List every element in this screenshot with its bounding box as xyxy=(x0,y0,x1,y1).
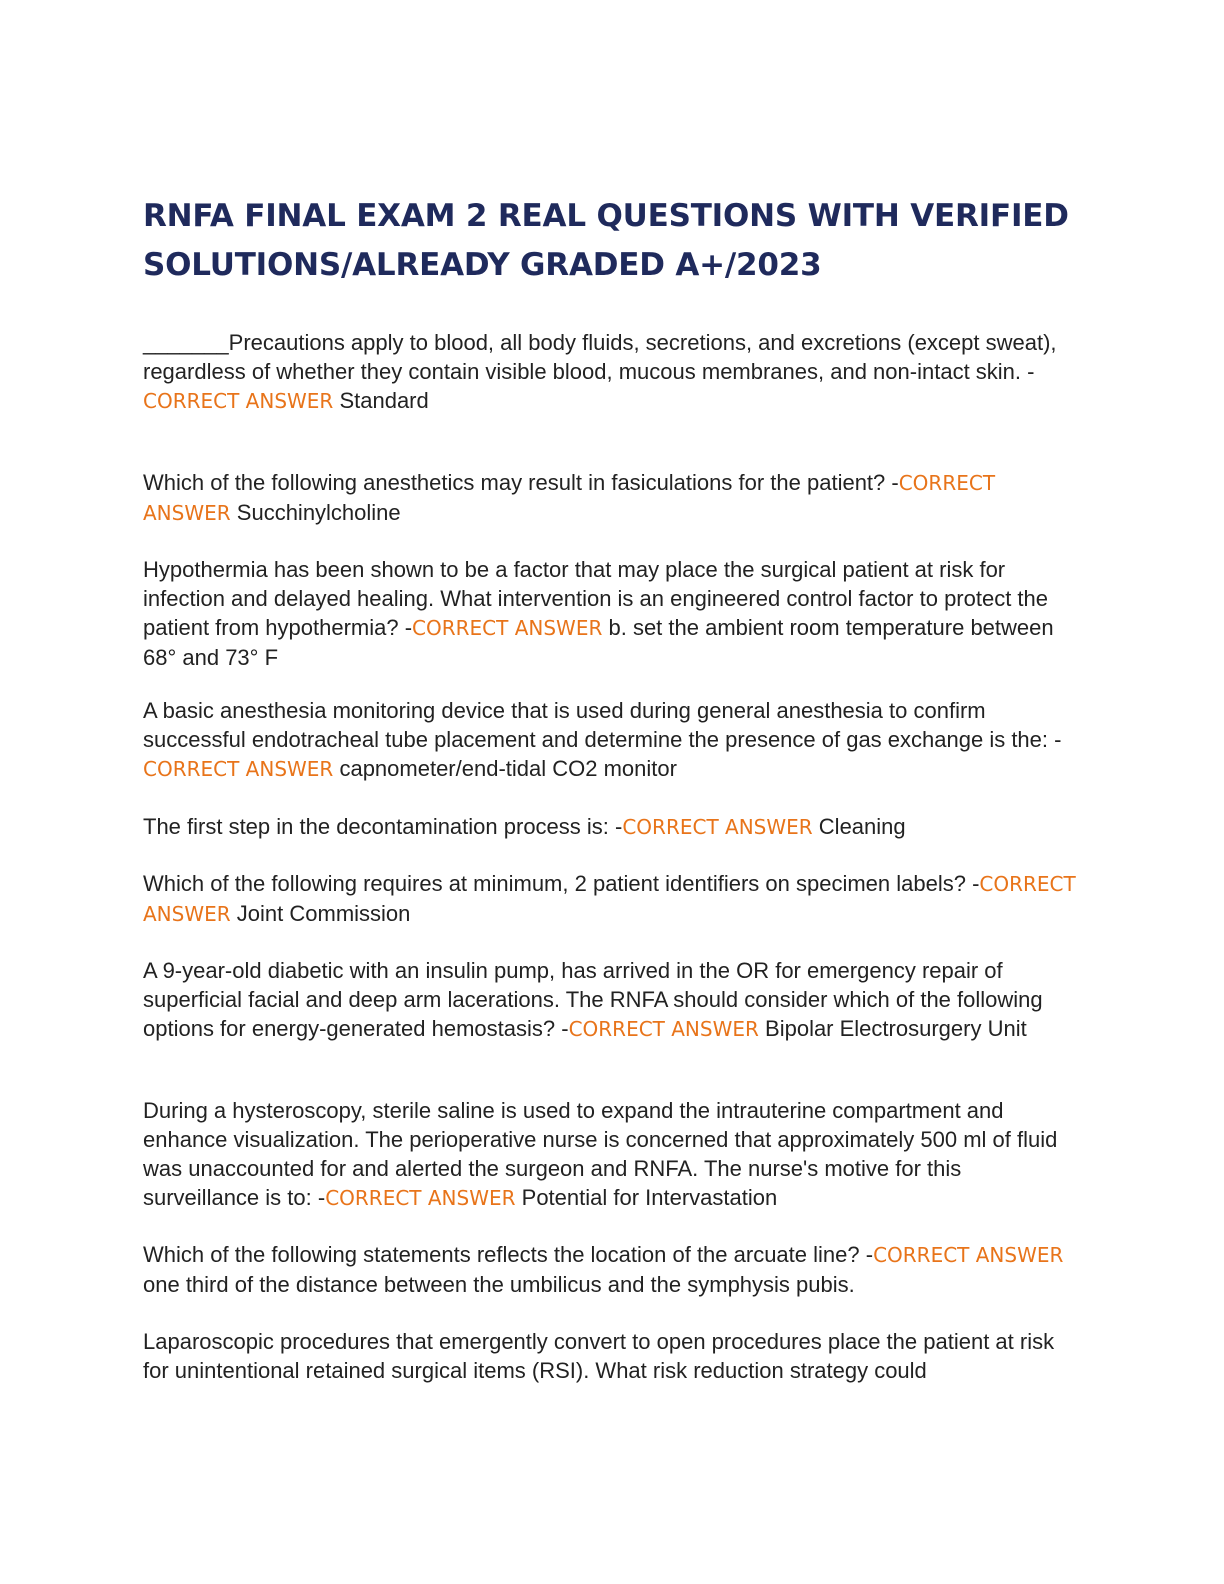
correct-answer-label: CORRECT ANSWER xyxy=(143,872,1076,926)
question-text: Which of the following requires at minimum, 2 patient identifiers on specimen labels? - xyxy=(143,871,980,896)
correct-answer-label: CORRECT ANSWER xyxy=(622,815,813,839)
answer-text: Joint Commission xyxy=(236,901,411,926)
correct-answer-label: CORRECT ANSWER xyxy=(412,616,603,640)
answer-text: Cleaning xyxy=(818,814,906,839)
question-text: The first step in the decontamination process is: - xyxy=(143,814,623,839)
qa-item-10 xyxy=(143,1327,1083,1385)
qa-item-5 xyxy=(143,812,1083,842)
question-text: Which of the following statements reflects the location of the arcuate line? - xyxy=(143,1242,874,1267)
qa-item-4 xyxy=(143,696,1083,784)
question-text: A 9-year-old diabetic with an insulin pump, has arrived in the OR for emergency repair of superficial facial and deep arm lacerations. The RNFA should consider which of the following options for energy-generated hemostasis? - xyxy=(143,958,1043,1041)
correct-answer-label: CORRECT ANSWER xyxy=(143,389,334,413)
correct-answer-label: CORRECT ANSWER xyxy=(143,471,996,525)
qa-item-6 xyxy=(143,869,1083,929)
question-text: Laparoscopic procedures that emergently convert to open procedures place the patient at risk for unintentional retained surgical items (RSI). What risk reduction strategy could xyxy=(143,1329,1055,1383)
answer-text: Standard xyxy=(339,388,429,413)
answer-text: capnometer/end-tidal CO2 monitor xyxy=(339,756,677,781)
question-text: During a hysteroscopy, sterile saline is used to expand the intrauterine compartment and enhance visualization. The perioperative nurse is concerned that approximately 500 ml of fluid was unaccounted for and alerted the surgeon and RNFA. The nurse's motive for this surveillance is to: - xyxy=(143,1098,1058,1210)
qa-item-8 xyxy=(143,1096,1083,1213)
answer-text: Bipolar Electrosurgery Unit xyxy=(765,1016,1027,1041)
qa-item-3 xyxy=(143,555,1083,672)
qa-item-9 xyxy=(143,1240,1083,1299)
question-text: A basic anesthesia monitoring device that is used during general anesthesia to confirm successful endotracheal tube placement and determine the presence of gas exchange is the: - xyxy=(143,698,1062,752)
correct-answer-label: CORRECT ANSWER xyxy=(873,1243,1064,1267)
answer-text: one third of the distance between the umbilicus and the symphysis pubis. xyxy=(143,1272,855,1297)
qa-item-7 xyxy=(143,956,1083,1044)
answer-text: Potential for Intervastation xyxy=(521,1185,778,1210)
correct-answer-label: CORRECT ANSWER xyxy=(568,1017,759,1041)
question-text: _______Precautions apply to blood, all body fluids, secretions, and excretions (except sweat), regardless of whether they contain visible blood, mucous membranes, and non-intact skin. - xyxy=(143,330,1057,384)
question-text: Hypothermia has been shown to be a factor that may place the surgical patient at risk for infection and delayed healing. What intervention is an engineered control factor to protect the patient from hypothermia? - xyxy=(143,557,1049,640)
document-title: RNFA FINAL EXAM 2 REAL QUESTIONS WITH VERIFIED SOLUTIONS/ALREADY GRADED A+/2023 xyxy=(143,198,1069,283)
answer-text: Succhinylcholine xyxy=(236,500,401,525)
correct-answer-label: CORRECT ANSWER xyxy=(325,1186,516,1210)
qa-item-2 xyxy=(143,468,1083,528)
question-text: Which of the following anesthetics may result in fasiculations for the patient? - xyxy=(143,470,899,495)
answer-text: b. set the ambient room temperature between 68° and 73° F xyxy=(143,615,1054,670)
correct-answer-label: CORRECT ANSWER xyxy=(143,757,334,781)
qa-item-1 xyxy=(143,328,1083,416)
